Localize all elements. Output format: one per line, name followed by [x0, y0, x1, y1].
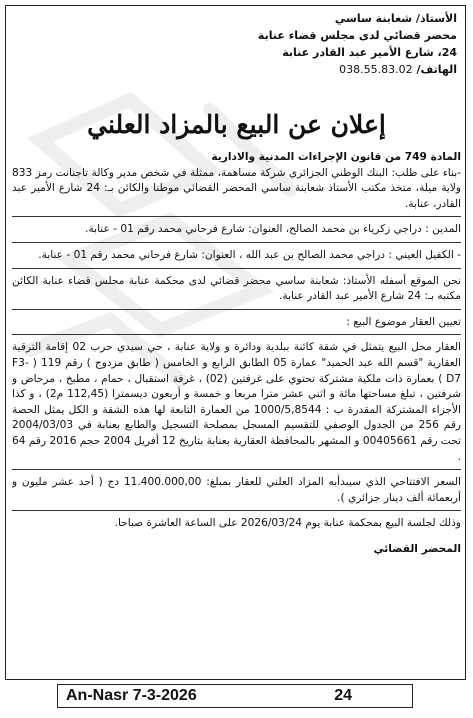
requester-paragraph: -بناء على طلب: البنك الوطني الجزائري شركة مساهمة، ممثلة في شخص مدير وكالة تاجنانت رمز 833 ولاية ميلة، متخذ مكتب الأستاذ شعابنة ساسي المحضر القضائي موطنا والكائن بـ: 24 شارع الأمير عبد القادر، عنابة. [12, 166, 461, 210]
divider [12, 309, 461, 310]
bailiff-phone [157, 61, 457, 78]
phone-number: 038.55.83.02 [339, 63, 413, 76]
bailiff-header [157, 10, 457, 78]
guarantor-paragraph: - الكفيل العيني : دراجي محمد الصالح بن عبد الله ، العنوان: شارع فرحاني محمد رقم 01 - عنابة. [38, 248, 461, 261]
divider [12, 469, 461, 470]
signatory-paragraph: نحن الموقع أسفله الأستاذ: شعابنة ساسي محضر قضائي لدى محكمة عنابة مجلس قضاء عنابة الكائن مكتبه بـ: 24 شارع الأمير عبد القادر عنابة. [12, 274, 461, 303]
bailiff-address: 24، شارع الأمير عبد القادر عنابة [282, 46, 457, 59]
opening-price: السعر الافتتاحي الذي سيبدأبه المزاد العلني للعقار بمبلغ: 11.400.000,00 دج ( أحد عشر مليون و أربعمائة ألف دينار جزائري ). [12, 476, 461, 504]
session-date: وذلك لجلسة البيع بمحكمة عنابة يوم 2026/03/24 على الساعة العاشرة صباحا. [114, 517, 461, 530]
legal-article: المادة 749 من قانون الإجراءات المدنية والادارية [211, 151, 461, 163]
divider [12, 334, 461, 335]
property-heading: تعيين العقار موضوع البيع : [346, 315, 461, 328]
newspaper-name-date: An-Nasr 7-3-2026 [66, 687, 197, 704]
bailiff-role: محضر قضائي لدى مجلس قضاء عنابة [257, 29, 457, 42]
bailiff-name: الأستاذ/ شعابنة ساسي [334, 12, 457, 25]
divider [12, 510, 461, 511]
divider [12, 242, 461, 243]
divider [12, 216, 461, 217]
signature-label: المحضر القضائي [373, 542, 461, 555]
newspaper-footer [57, 684, 413, 708]
page-title: إعلان عن البيع بالمزاد العلني [87, 110, 386, 139]
phone-label: الهاتف/ [416, 63, 457, 76]
announcement-body [12, 150, 461, 670]
page-number: 24 [334, 687, 352, 704]
property-description: العقار محل البيع يتمثل في شقة كائنة ببلدية ودائرة و ولاية عنابة ، حي سيدي حرب 02 إقامة الترقية العقارية "قسم الله عبد الحميد" عمارة 05 الطابق الرابع و الخامس ( طابق مزدوج ) رقم 119 ( F3-D7 ) بعمارة ذات ملكية مشتركة تحتوي على غرفتين (02) ، غرفة استقبال ، حمام ، مطبخ ، مرحاض و شرفتين ، تبلغ مساحتها مائة و اثني عشر مترا مربعا و خمسة و أربعون ديسمترا (112,45 م2) ، و كذا الأجزاء المشتركة المقدرة ب : 1000/5,8544 من العمارة التابعة لها هذه الشقة و الكل يمثل الحصة رقم 256 من الجدول الوصفي للتقسيم المسجل بمصلحة التسجيل والطابع بعنابة في 2004/03/03 تحت رقم 00405661 و المشهر بالمحافظة العقارية بعنابة بتاريخ 12 أفريل 2004 حجم 2016 رقم 64 . [12, 341, 461, 463]
debtor-paragraph: المدين : دراجي زكرياء بن محمد الصالح، العنوان: شارع فرحاني محمد رقم 01 - عنابة. [85, 223, 461, 236]
divider [12, 268, 461, 269]
